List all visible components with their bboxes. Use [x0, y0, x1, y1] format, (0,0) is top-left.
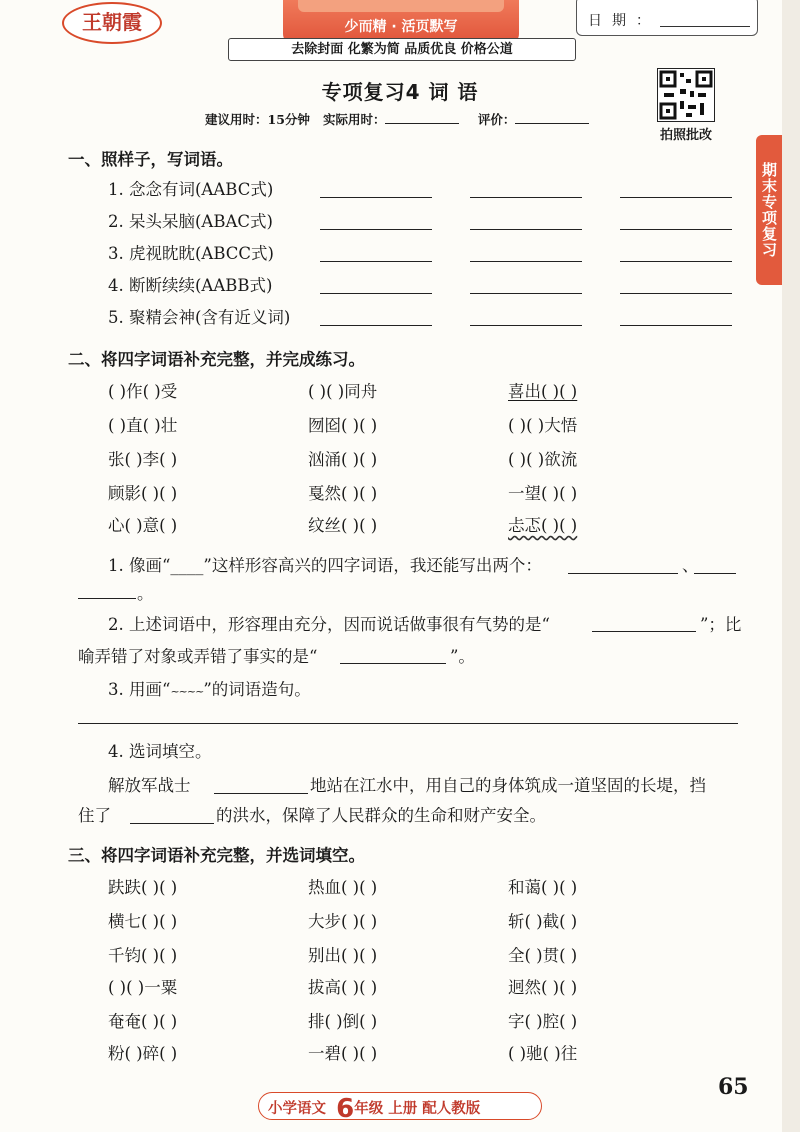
time-actual-blank[interactable] [385, 111, 459, 124]
section3-idiom[interactable]: ( )( )一粟 [108, 978, 178, 997]
section3-idiom[interactable]: ( )驰( )往 [508, 1044, 578, 1063]
section1-item-label: 2. 呆头呆脑(ABAC式) [108, 212, 273, 231]
section1-item-label: 4. 断断续续(AABB式) [108, 276, 273, 295]
q4-line1-a: 解放军战士 [108, 776, 191, 795]
date-label: 日期： [588, 13, 660, 29]
side-tab: 期末专项复习 [756, 135, 782, 285]
section3-idiom[interactable]: 一碧( )( ) [308, 1044, 378, 1063]
section2-idiom[interactable]: 纹丝( )( ) [308, 516, 378, 535]
section1-answer-blank[interactable] [470, 228, 582, 230]
q2-blank-2[interactable] [340, 662, 446, 664]
page-title: 专项复习4 词 语 [321, 80, 479, 104]
brand-logo: 王朝霞 [62, 2, 162, 44]
q1-sep: 、 [682, 556, 699, 575]
q3-answer-line[interactable] [78, 722, 738, 724]
section3-idiom[interactable]: 千钧( )( ) [108, 946, 178, 965]
q3-text [108, 676, 311, 700]
q1-end: 。 [137, 584, 154, 603]
q4-line2-a: 住了 [78, 806, 111, 825]
section1-answer-blank[interactable] [470, 260, 582, 262]
section3-idiom[interactable]: 粉( )碎( ) [108, 1044, 178, 1063]
section3-idiom[interactable]: 排( )倒( ) [308, 1012, 378, 1031]
q2-text-b: ”；比 [700, 615, 742, 634]
section2-idiom[interactable]: ( )直( )壮 [108, 416, 178, 435]
footer-grade-rest: 年级 上册 配人教版 [354, 1101, 481, 1117]
q4-text: 4. 选词填空。 [108, 742, 212, 761]
section3-idiom[interactable]: 和蔼( )( ) [508, 878, 578, 897]
qr-code-icon[interactable] [657, 68, 715, 122]
date-blank[interactable] [660, 26, 750, 27]
banner-top [298, 0, 504, 12]
section3-idiom[interactable]: 大步( )( ) [308, 912, 378, 931]
qr-caption: 拍照批改 [659, 128, 712, 143]
q2-text-a: 2. 上述词语中，形容理由充分，因而说话做事很有气势的是“ [108, 615, 550, 634]
section3-idiom[interactable]: 趺趺( )( ) [108, 878, 178, 897]
section1-answer-blank[interactable] [470, 292, 582, 294]
q3-wave: ~~~~ [170, 685, 204, 698]
q3-text-b: ”的词语造句。 [203, 680, 311, 699]
section1-answer-blank[interactable] [620, 324, 732, 326]
section2-idiom[interactable]: ( )作( )受 [108, 382, 178, 401]
section1-answer-blank[interactable] [620, 196, 732, 198]
page-number: 65 [718, 1074, 749, 1100]
section1-answer-blank[interactable] [320, 196, 432, 198]
time-suggest: 建议用时：15分钟 [205, 112, 310, 127]
footer-text [268, 1094, 480, 1124]
section2-idiom[interactable]: 汹涌( )( ) [308, 450, 378, 469]
section1-item-label: 1. 念念有词(AABC式) [108, 180, 274, 199]
section3-idiom[interactable]: 拔高( )( ) [308, 978, 378, 997]
section3-idiom[interactable]: 横七( )( ) [108, 912, 178, 931]
q2-blank-1[interactable] [592, 630, 696, 632]
section3-idiom[interactable]: 迥然( )( ) [508, 978, 578, 997]
q4-blank-2[interactable] [130, 822, 214, 824]
section3-heading: 三、将四字词语补充完整，并选词填空。 [68, 846, 365, 865]
section3-idiom[interactable]: 全( )贯( ) [508, 946, 578, 965]
section1-answer-blank[interactable] [470, 196, 582, 198]
section1-answer-blank[interactable] [320, 324, 432, 326]
q1-blank-2a[interactable] [694, 572, 736, 574]
section2-idiom[interactable]: 囫囵( )( ) [308, 416, 378, 435]
section1-heading: 一、照样子，写词语。 [68, 150, 233, 169]
q1-blank-2b[interactable] [78, 597, 136, 599]
page-edge [782, 0, 800, 1132]
time-actual-label: 实际用时： [322, 112, 386, 127]
section3-idiom[interactable]: 别出( )( ) [308, 946, 378, 965]
section2-idiom[interactable]: 戛然( )( ) [308, 484, 378, 503]
section1-answer-blank[interactable] [620, 228, 732, 230]
time-row [205, 110, 603, 128]
section1-item-label: 5. 聚精会神(含有近义词) [108, 308, 291, 327]
q3-text-a: 3. 用画“ [108, 680, 171, 699]
section2-idiom[interactable]: 顾影( )( ) [108, 484, 178, 503]
section3-idiom[interactable]: 奄奄( )( ) [108, 1012, 178, 1031]
section2-idiom[interactable]: 张( )李( ) [108, 450, 178, 469]
evaluation-label: 评价： [477, 112, 516, 127]
footer-grade-number: 6 [336, 1094, 355, 1124]
evaluation-blank[interactable] [515, 111, 589, 124]
section2-idiom[interactable]: 忐忑( )( ) [508, 516, 578, 535]
section3-idiom[interactable]: 斩( )截( ) [508, 912, 578, 931]
q4-blank-1[interactable] [214, 792, 308, 794]
banner-subtitle: 少而精 · 活页默写 [344, 19, 458, 35]
section1-answer-blank[interactable] [620, 260, 732, 262]
section1-item-label: 3. 虎视眈眈(ABCC式) [108, 244, 274, 263]
section1-answer-blank[interactable] [620, 292, 732, 294]
section2-idiom[interactable]: 喜出( )( ) [508, 382, 578, 401]
q4-line2-b: 的洪水，保障了人民群众的生命和财产安全。 [216, 806, 546, 825]
section3-idiom[interactable]: 热血( )( ) [308, 878, 378, 897]
q2-text-c: 喻弄错了对象或弄错了事实的是“ [78, 647, 318, 666]
section3-idiom[interactable]: 字( )腔( ) [508, 1012, 578, 1031]
section1-answer-blank[interactable] [320, 292, 432, 294]
section2-idiom[interactable]: ( )( )欲流 [508, 450, 578, 469]
section1-answer-blank[interactable] [320, 228, 432, 230]
section1-answer-blank[interactable] [320, 260, 432, 262]
q4-line1-b: 地站在江水中，用自己的身体筑成一道坚固的长堤，挡 [310, 776, 706, 795]
section2-idiom[interactable]: ( )( )大悟 [508, 416, 578, 435]
section2-heading: 二、将四字词语补充完整，并完成练习。 [68, 350, 365, 369]
footer-subject: 小学语文 [268, 1101, 326, 1117]
section2-idiom[interactable]: 心( )意( ) [108, 516, 178, 535]
slogan: 去除封面 化繁为简 品质优良 价格公道 [228, 38, 576, 61]
q1-blank-1[interactable] [568, 572, 678, 574]
section2-idiom[interactable]: 一望( )( ) [508, 484, 578, 503]
section2-idiom[interactable]: ( )( )同舟 [308, 382, 378, 401]
q2-text-d: ”。 [450, 647, 475, 666]
section1-answer-blank[interactable] [470, 324, 582, 326]
q1-text: 1. 像画“____”这样形容高兴的四字词语，我还能写出两个： [108, 556, 542, 575]
